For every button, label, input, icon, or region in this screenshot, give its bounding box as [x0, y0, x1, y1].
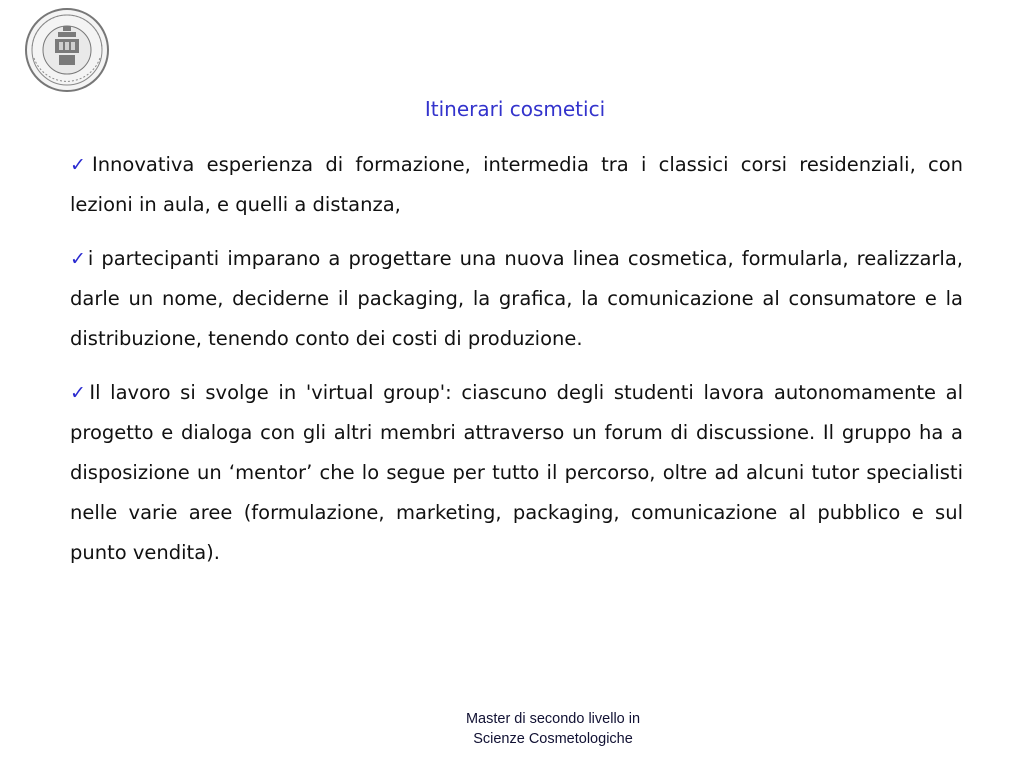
university-seal-icon: [22, 6, 112, 94]
bullet-text: Innovativa esperienza di formazione, intermedia tra i classici corsi residenziali, con lezioni in aula, e quelli a distanza,: [70, 153, 963, 216]
bullet-text: i partecipanti imparano a progettare una nuova linea cosmetica, formularla, realizzarla, darle un nome, deciderne il packaging, la grafica, la comunicazione al consumatore e la distribuzione, tenendo conto dei costi di produzione.: [70, 247, 964, 350]
slide-title: Itinerari cosmetici: [424, 97, 606, 121]
checkmark-icon: ✓: [70, 248, 88, 270]
checkmark-icon: ✓: [70, 382, 90, 404]
checkmark-icon: ✓: [70, 154, 92, 176]
bullet-text: Il lavoro si svolge in 'virtual group': ciascuno degli studenti lavora autonomamente al progetto e dialoga con gli altri membri attraverso un forum di discussione. Il gruppo ha a disposizione un ‘mentor’ che lo segue per tutto il percorso, oltre ad alcuni tutor specialisti nelle varie aree (formulazione, marketing, packaging, comunicazione al pubblico e sul punto vendita).: [70, 381, 964, 564]
footer-line-1: Master di secondo livello in: [465, 711, 641, 727]
list-item: [70, 145, 963, 225]
bullet-list: [70, 145, 963, 587]
list-item: [70, 239, 963, 359]
slide-footer: [413, 709, 693, 749]
footer-line-2: Scienze Cosmetologiche: [473, 731, 633, 747]
list-item: [70, 373, 963, 573]
